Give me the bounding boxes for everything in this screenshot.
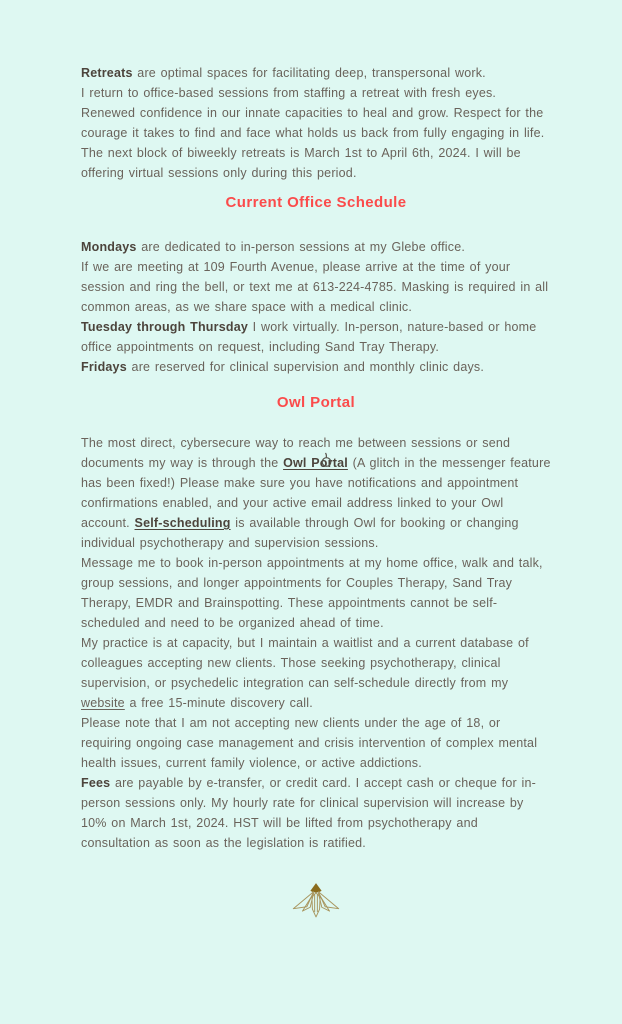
paragraph-mondays — [81, 237, 551, 317]
paragraph-tuesday-thursday — [81, 317, 551, 357]
website-link[interactable]: website — [81, 696, 125, 710]
section-heading-owl-portal: Owl Portal — [276, 394, 356, 411]
paragraph-message-me — [81, 553, 551, 633]
text-run: are optimal spaces for facilitating deep, transpersonal work. — [132, 66, 486, 80]
text-run: Message me to book in-person appointments at my home office, walk and talk, group sessions, and longer appointments for Couples Therapy, Sand Tray Therapy, EMDR and Brainspotting. These appointments cannot be self-scheduled and need to be organized ahead of time. — [81, 556, 543, 630]
footer-logo-container — [81, 880, 551, 925]
paragraph-fees — [81, 773, 551, 853]
text-run: Fees — [81, 776, 111, 790]
section-heading-current-office-schedule: Current Office Schedule — [225, 194, 407, 211]
text-run: are payable by e-transfer, or credit card. I accept cash or cheque for in-person sessions only. My hourly rate for clinical supervision will increase by 10% on March 1st, 2024. HST will be lifted from psychotherapy and consultation as soon as the legislation is ratified. — [81, 776, 537, 850]
paragraph-fridays — [81, 357, 551, 377]
text-run: If we are meeting at 109 Fourth Avenue, please arrive at the time of your session and ring the bell, or text me at 613-224-4785. Masking is required in all common areas, as we share space with a medical clinic. — [81, 260, 549, 314]
paragraph-practice-capacity — [81, 633, 551, 773]
text-run: The most direct, cybersecure way to reach me between sessions or send documents my way is through the — [81, 436, 511, 470]
text-run: Please note that I am not accepting new clients under the age of 18, or requiring ongoing case management and crisis intervention of complex mental health issues, current family violence, or active addictions. — [81, 716, 538, 770]
text-run: is available through Owl for booking or changing individual psychotherapy and supervision sessions. — [81, 516, 519, 550]
paragraph-retreats — [81, 63, 551, 183]
text-run: Mondays — [81, 240, 137, 254]
text-run: (A glitch in the messenger feature has been fixed!) Please make sure you have notifications and appointment confirmations enabled, and your active email address linked to your Owl account. — [81, 456, 551, 530]
text-run: Retreats — [81, 66, 133, 80]
text-run: My practice is at capacity, but I maintain a waitlist and a current database of colleagues accepting new clients. Those seeking psychotherapy, clinical supervision, or psychedelic integration can self-schedule directly from my — [81, 636, 529, 690]
self-scheduling-link[interactable]: Self-scheduling — [134, 516, 231, 530]
text-run: are reserved for clinical supervision and monthly clinic days. — [126, 360, 485, 374]
content-column — [81, 63, 551, 925]
paragraph-owl-portal — [81, 433, 551, 553]
text-run: Fridays — [81, 360, 127, 374]
text-run: I return to office-based sessions from staffing a retreat with fresh eyes. Renewed confidence in our innate capacities to heal and grow. Respect for the courage it takes to find and face what holds us back from fully engaging in life. The next block of biweekly retreats is March 1st to April 6th, 2024. I will be offering virtual sessions only during this period. — [81, 86, 545, 180]
moth-logo-icon — [287, 880, 345, 920]
text-run: a free 15-minute discovery call. — [124, 696, 313, 710]
text-run: are dedicated to in-person sessions at my Glebe office. — [136, 240, 466, 254]
owl-portal-link[interactable]: Owl Portal — [283, 456, 348, 470]
text-run: I work virtually. In-person, nature-based or home office appointments on request, including Sand Tray Therapy. — [81, 320, 537, 354]
text-run: Tuesday through Thursday — [81, 320, 248, 334]
